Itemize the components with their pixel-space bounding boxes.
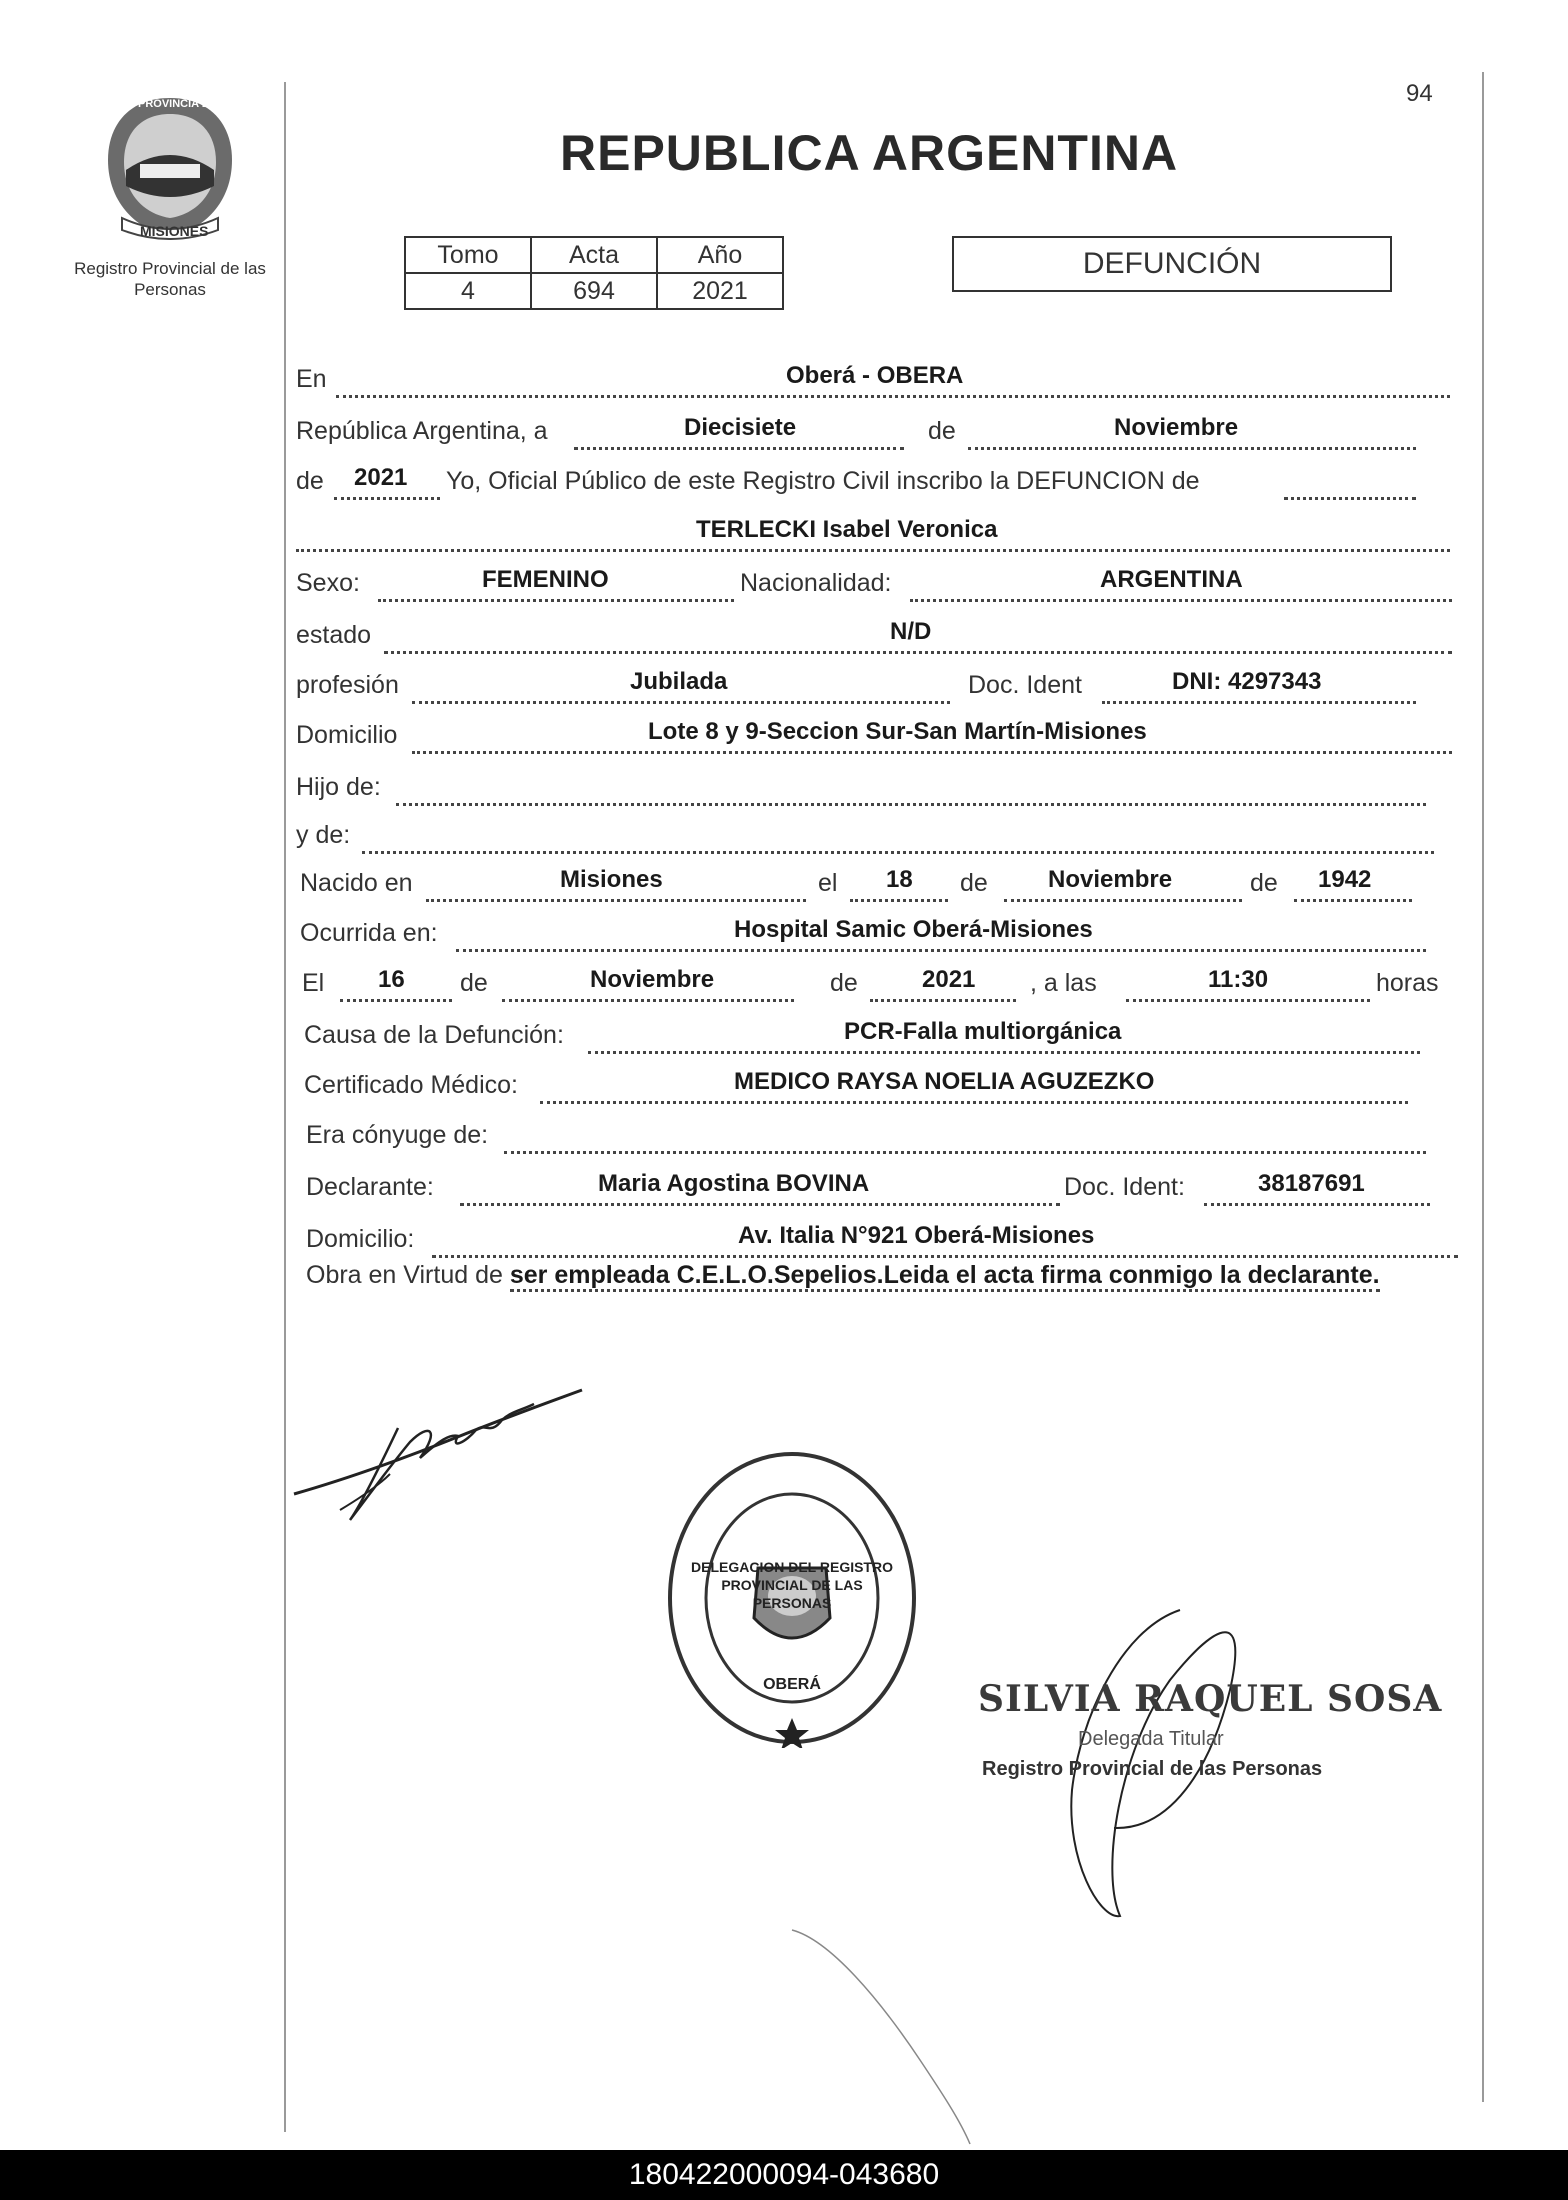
hijo-label: Hijo de: (296, 773, 381, 801)
row-sexo (296, 562, 1452, 602)
seal-ring-text: DELEGACION DEL REGISTRO PROVINCIAL DE LAS PERSONAS (691, 1559, 893, 1611)
ocurrida-value: Hospital Samic Oberá-Misiones (734, 916, 1093, 943)
logo-top-text: PROVINCIA DE (138, 98, 218, 110)
nac-dia-value: 18 (886, 866, 913, 893)
row-ocurrida (300, 912, 1426, 952)
nac-de2-label: de (1250, 869, 1278, 897)
en-label: En (296, 365, 327, 393)
profesion-label: profesión (296, 671, 399, 699)
registry-value-tomo: 4 (405, 273, 531, 309)
record-type-box: DEFUNCIÓN (952, 236, 1392, 292)
left-margin-line (284, 82, 286, 2132)
mes-value: Noviembre (1114, 414, 1239, 441)
doc-label: Doc. Ident (968, 671, 1082, 699)
row-y-de (296, 814, 1434, 854)
registry-header-anio: Año (657, 237, 783, 273)
row-certificado (304, 1064, 1408, 1104)
certificado-label: Certificado Médico: (304, 1071, 518, 1099)
row-anio (296, 460, 1416, 500)
domicilio-label: Domicilio (296, 721, 398, 749)
el2-label: El (302, 969, 325, 997)
hora-value: 11:30 (1208, 966, 1269, 993)
row-republica (296, 410, 1416, 450)
registry-value-acta: 694 (531, 273, 657, 309)
registry-value-anio: 2021 (657, 273, 783, 309)
nombre-value: TERLECKI Isabel Veronica (696, 516, 998, 543)
de2-label: de (296, 467, 324, 495)
registry-header-row (405, 237, 783, 273)
organization-name: Registro Provincial de las Personas (74, 259, 266, 299)
official-seal (662, 1448, 922, 1748)
registry-header-tomo: Tomo (405, 237, 531, 273)
row-nombre (296, 512, 1450, 552)
domicilio-value: Lote 8 y 9-Seccion Sur-San Martín-Misiones (648, 718, 1147, 745)
nacionalidad-value: ARGENTINA (1100, 566, 1243, 593)
page-title: REPUBLICA ARGENTINA (560, 125, 1179, 181)
anio-value: 2021 (354, 464, 408, 491)
doc-value: DNI: 4297343 (1172, 668, 1322, 695)
sexo-value: FEMENINO (482, 566, 609, 593)
row-en (296, 358, 1450, 398)
domicilio2-label: Domicilio: (306, 1225, 415, 1253)
official-name: SILVIA RAQUEL SOSA (978, 1678, 1443, 1720)
de-label: de (928, 417, 956, 445)
el-label: el (818, 869, 838, 897)
row-declarante (306, 1166, 1430, 1206)
intro-dotted-line (1284, 487, 1416, 500)
nacido-label: Nacido en (300, 869, 413, 897)
profesion-value: Jubilada (630, 668, 728, 695)
obra-label: Obra en Virtud de (306, 1261, 503, 1289)
en-value: Oberá - OBERA (786, 362, 964, 389)
domicilio2-value: Av. Italia N°921 Oberá-Misiones (738, 1222, 1095, 1249)
registry-header-acta: Acta (531, 237, 657, 273)
obra-value: ser empleada C.E.L.O.Sepelios.Leida el acta firma conmigo la declarante. (510, 1261, 1380, 1292)
horas-label: horas (1376, 969, 1439, 997)
conyuge-dotted-line (504, 1141, 1426, 1154)
nacionalidad-label: Nacionalidad: (740, 569, 892, 597)
row-profesion (296, 664, 1416, 704)
registry-value-row (405, 273, 783, 309)
official-org: Registro Provincial de las Personas (982, 1758, 1323, 1780)
row-nacido (300, 862, 1412, 902)
republica-label: República Argentina, a (296, 417, 548, 445)
obra-paragraph (306, 1252, 1460, 1298)
declarante-label: Declarante: (306, 1173, 434, 1201)
pen-stroke-mark (790, 1920, 990, 2150)
estado-label: estado (296, 621, 372, 649)
causa-value: PCR-Falla multiorgánica (844, 1018, 1122, 1045)
row-conyuge (306, 1114, 1426, 1154)
row-fecha-defuncion (302, 962, 1438, 1002)
seal-city: OBERÁ (763, 1676, 821, 1693)
alas-label: , a las (1030, 969, 1097, 997)
document-code-footer: 180422000094-043680 (0, 2150, 1568, 2200)
decl-doc-value: 38187691 (1258, 1170, 1365, 1197)
dia-value: Diecisiete (684, 414, 797, 441)
province-logo (100, 90, 240, 240)
logo-bottom-text: MISIONES (140, 223, 209, 239)
nac-anio-value: 1942 (1318, 866, 1372, 893)
causa-label: Causa de la Defunción: (304, 1021, 564, 1049)
conyuge-label: Era cónyuge de: (306, 1121, 489, 1149)
def-de2-label: de (830, 969, 858, 997)
y-de-label: y de: (296, 821, 351, 849)
registry-table (404, 236, 784, 310)
declarante-value: Maria Agostina BOVINA (598, 1170, 870, 1197)
nac-mes-value: Noviembre (1048, 866, 1173, 893)
hijo-dotted-line (396, 793, 1426, 806)
sexo-label: Sexo: (296, 569, 360, 597)
right-margin-line (1482, 72, 1484, 2102)
certificado-value: MEDICO RAYSA NOELIA AGUZEZKO (734, 1068, 1155, 1095)
row-domicilio (296, 714, 1452, 754)
row-estado (296, 614, 1452, 654)
row-causa (304, 1014, 1420, 1054)
nacido-lugar-value: Misiones (560, 866, 663, 893)
ocurrida-label: Ocurrida en: (300, 919, 438, 947)
official-role: Delegada Titular (1078, 1728, 1224, 1750)
page-number: 94 (1406, 80, 1433, 107)
intro-text: Yo, Oficial Público de este Registro Civil inscribo la DEFUNCION de (446, 467, 1200, 495)
estado-value: N/D (890, 618, 932, 645)
nac-de-label: de (960, 869, 988, 897)
def-anio-value: 2021 (922, 966, 976, 993)
decl-doc-label: Doc. Ident: (1064, 1173, 1185, 1201)
def-dia-value: 16 (378, 966, 405, 993)
row-hijo (296, 766, 1426, 806)
declarant-signature (290, 1370, 610, 1530)
y-de-dotted-line (362, 841, 1434, 854)
def-mes-value: Noviembre (590, 966, 715, 993)
def-de-label: de (460, 969, 488, 997)
